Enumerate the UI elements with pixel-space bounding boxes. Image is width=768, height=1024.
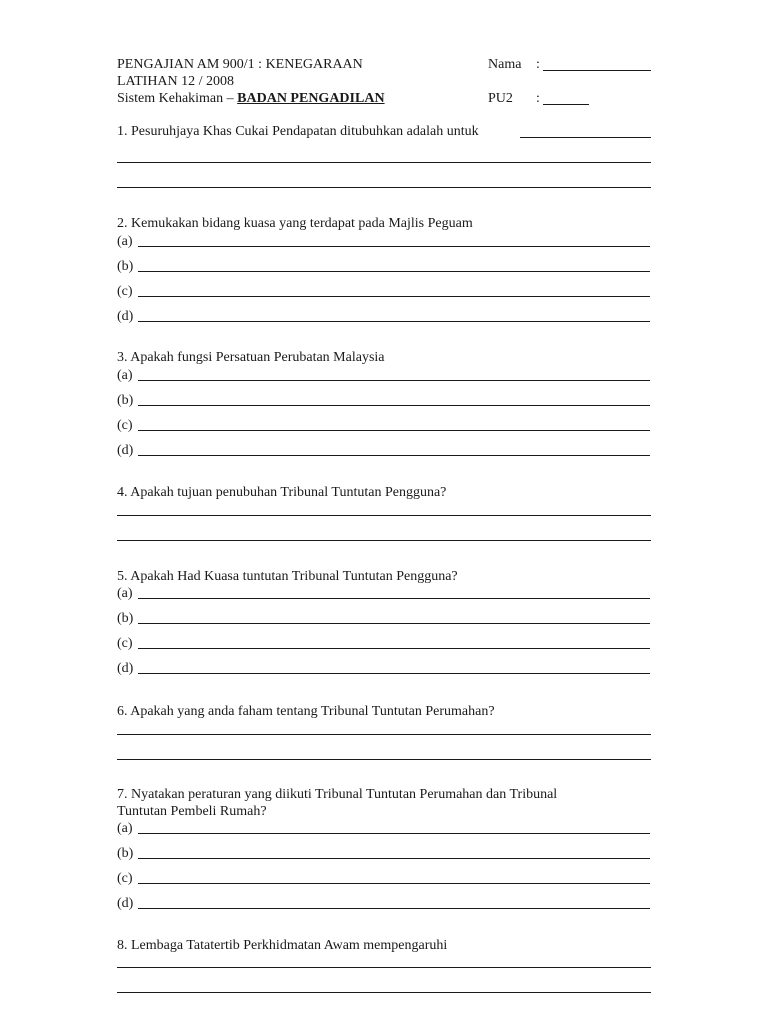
option-a-label: (a) (117, 586, 133, 601)
answer-line-c[interactable] (138, 648, 650, 649)
option-a-label: (a) (117, 821, 133, 836)
question-2-text: 2. Kemukakan bidang kuasa yang terdapat pada Majlis Peguam (117, 216, 473, 231)
class-label: PU2 (488, 91, 513, 106)
option-b-label: (b) (117, 259, 134, 274)
answer-line-b[interactable] (138, 623, 650, 624)
answer-line-c[interactable] (138, 430, 650, 431)
answer-line[interactable] (117, 540, 651, 541)
option-d-label: (d) (117, 896, 134, 911)
option-b-label: (b) (117, 846, 134, 861)
answer-line[interactable] (117, 992, 651, 993)
answer-line-b[interactable] (138, 858, 650, 859)
answer-line[interactable] (117, 187, 651, 188)
answer-line-c[interactable] (138, 296, 650, 297)
answer-line[interactable] (117, 967, 651, 968)
option-c-label: (c) (117, 871, 133, 886)
answer-line-d[interactable] (138, 908, 650, 909)
name-colon: : (536, 57, 540, 72)
class-colon: : (536, 91, 540, 106)
answer-line-b[interactable] (138, 405, 650, 406)
question-5-text: 5. Apakah Had Kuasa tuntutan Tribunal Tuntutan Pengguna? (117, 569, 458, 584)
topic-main: BADAN PENGADILAN (237, 91, 385, 106)
answer-line-d[interactable] (138, 455, 650, 456)
answer-line-a[interactable] (138, 598, 650, 599)
option-c-label: (c) (117, 636, 133, 651)
answer-line-c[interactable] (138, 883, 650, 884)
topic-title (117, 90, 385, 107)
question-6-text: 6. Apakah yang anda faham tentang Tribunal Tuntutan Perumahan? (117, 704, 495, 719)
option-c-label: (c) (117, 284, 133, 299)
option-b-label: (b) (117, 611, 134, 626)
topic-prefix: Sistem Kehakiman – (117, 91, 238, 106)
option-a-label: (a) (117, 368, 133, 383)
option-d-label: (d) (117, 309, 134, 324)
answer-line-a[interactable] (138, 246, 650, 247)
course-title: PENGAJIAN AM 900/1 : KENEGARAAN (117, 57, 363, 72)
question-8-text: 8. Lembaga Tatatertib Perkhidmatan Awam mempengaruhi (117, 938, 448, 953)
answer-line-a[interactable] (138, 380, 650, 381)
answer-line[interactable] (520, 137, 651, 138)
exercise-title: LATIHAN 12 / 2008 (117, 74, 235, 89)
class-field[interactable] (543, 104, 589, 105)
option-b-label: (b) (117, 393, 134, 408)
answer-line[interactable] (117, 162, 651, 163)
answer-line[interactable] (117, 734, 651, 735)
answer-line[interactable] (117, 515, 651, 516)
answer-line-a[interactable] (138, 833, 650, 834)
option-a-label: (a) (117, 234, 133, 249)
name-field[interactable] (543, 70, 651, 71)
answer-line[interactable] (117, 759, 651, 760)
option-d-label: (d) (117, 443, 134, 458)
answer-line-b[interactable] (138, 271, 650, 272)
answer-line-d[interactable] (138, 321, 650, 322)
option-c-label: (c) (117, 418, 133, 433)
question-3-text: 3. Apakah fungsi Persatuan Perubatan Malaysia (117, 350, 385, 365)
option-d-label: (d) (117, 661, 134, 676)
question-7-text: 7. Nyatakan peraturan yang diikuti Tribunal Tuntutan Perumahan dan Tribunal (117, 787, 558, 802)
question-4-text: 4. Apakah tujuan penubuhan Tribunal Tuntutan Pengguna? (117, 485, 447, 500)
answer-line-d[interactable] (138, 673, 650, 674)
name-label: Nama (488, 57, 522, 72)
question-7-text-cont: Tuntutan Pembeli Rumah? (117, 804, 267, 819)
question-1-text: 1. Pesuruhjaya Khas Cukai Pendapatan ditubuhkan adalah untuk (117, 124, 479, 139)
